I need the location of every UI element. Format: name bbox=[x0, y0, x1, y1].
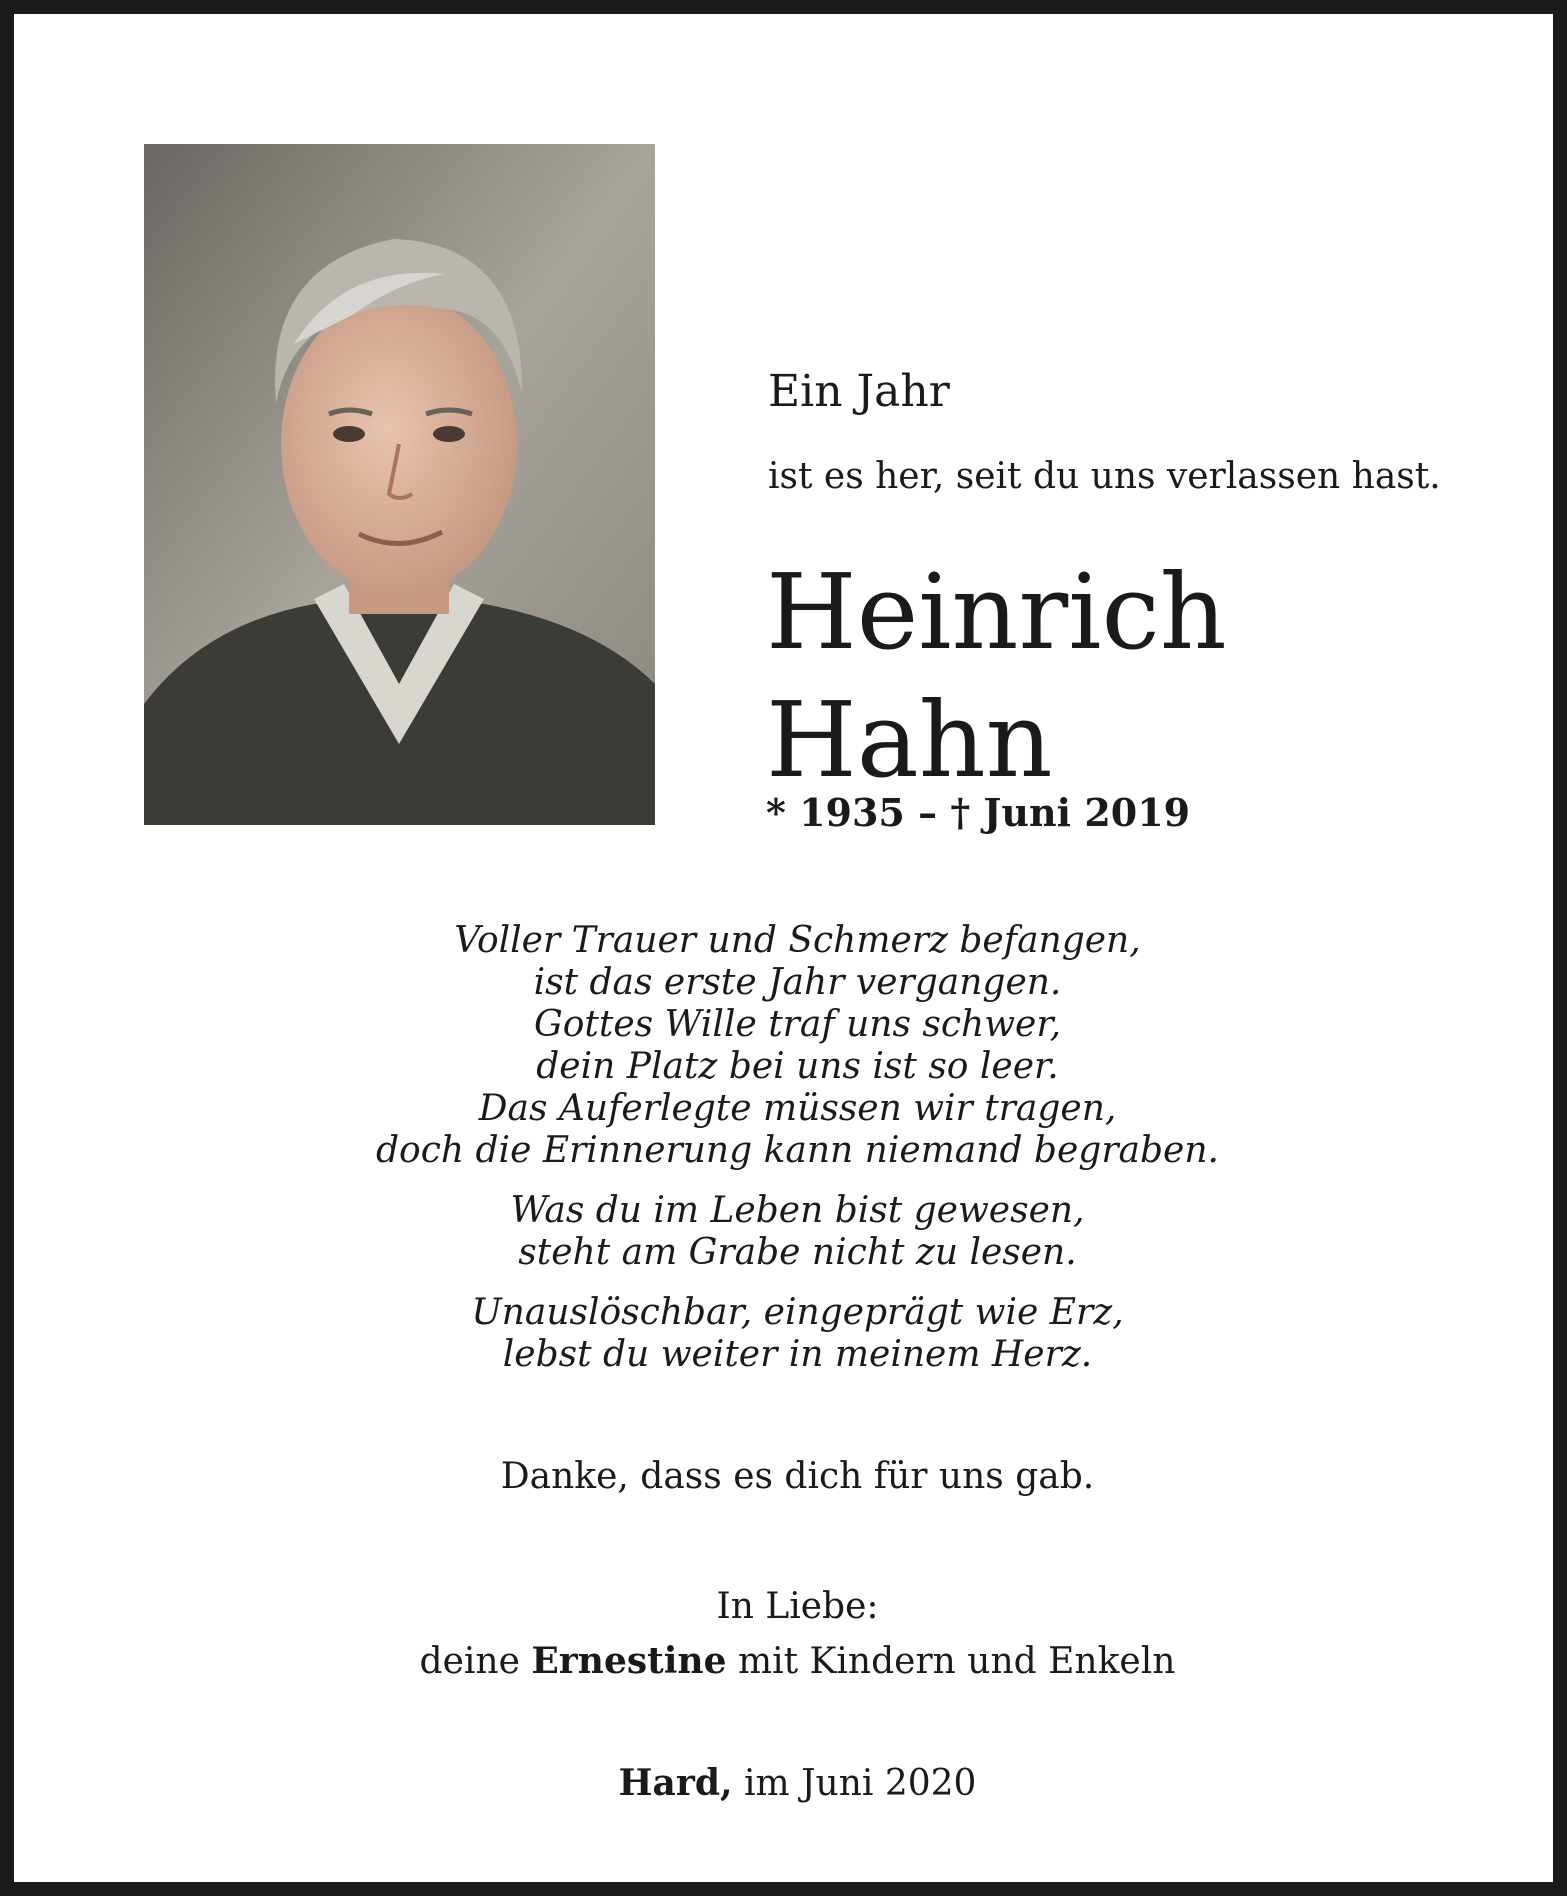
poem-line: lebst du weiter in meinem Herz. bbox=[502, 1334, 1093, 1375]
intro-text: Ein Jahr bbox=[768, 366, 950, 417]
poem-line: Das Auferlegte müssen wir tragen, bbox=[478, 1088, 1117, 1129]
deceased-name bbox=[766, 548, 1227, 804]
poem-line: doch die Erinnerung kann niemand begraben. bbox=[376, 1130, 1219, 1171]
date-text: im Juni 2020 bbox=[743, 1763, 977, 1804]
place-date bbox=[14, 1762, 1567, 1804]
in-love-label: In Liebe: bbox=[716, 1586, 879, 1627]
last-name: Hahn bbox=[766, 679, 1053, 801]
poem-stanza-1 bbox=[214, 920, 1381, 1172]
family-name: Ernestine bbox=[531, 1640, 727, 1682]
family-prefix: deine bbox=[419, 1641, 520, 1682]
poem-line: Voller Trauer und Schmerz befangen, bbox=[454, 920, 1141, 961]
portrait-photo bbox=[144, 144, 655, 825]
poem-line: Gottes Wille traf uns schwer, bbox=[533, 1004, 1062, 1045]
poem-line: steht am Grabe nicht zu lesen. bbox=[518, 1232, 1077, 1273]
poem-line: ist das erste Jahr vergangen. bbox=[533, 962, 1062, 1003]
place-name: Hard, bbox=[618, 1762, 733, 1804]
life-dates: * 1935 – † Juni 2019 bbox=[766, 790, 1191, 835]
poem-line: dein Platz bei uns ist so leer. bbox=[536, 1046, 1059, 1087]
portrait-image bbox=[144, 144, 655, 825]
thanks-text: Danke, dass es dich für uns gab. bbox=[500, 1456, 1095, 1497]
poem-stanza-3 bbox=[214, 1292, 1381, 1376]
poem-line: Unauslöschbar, eingeprägt wie Erz, bbox=[471, 1292, 1124, 1333]
family-suffix: mit Kindern und Enkeln bbox=[737, 1641, 1176, 1682]
poem-line: Was du im Leben bist gewesen, bbox=[510, 1190, 1085, 1231]
first-name: Heinrich bbox=[766, 551, 1227, 673]
poem-stanza-2 bbox=[214, 1190, 1381, 1274]
subintro-text: ist es her, seit du uns verlassen hast. bbox=[768, 456, 1441, 497]
family-signature bbox=[14, 1640, 1567, 1682]
